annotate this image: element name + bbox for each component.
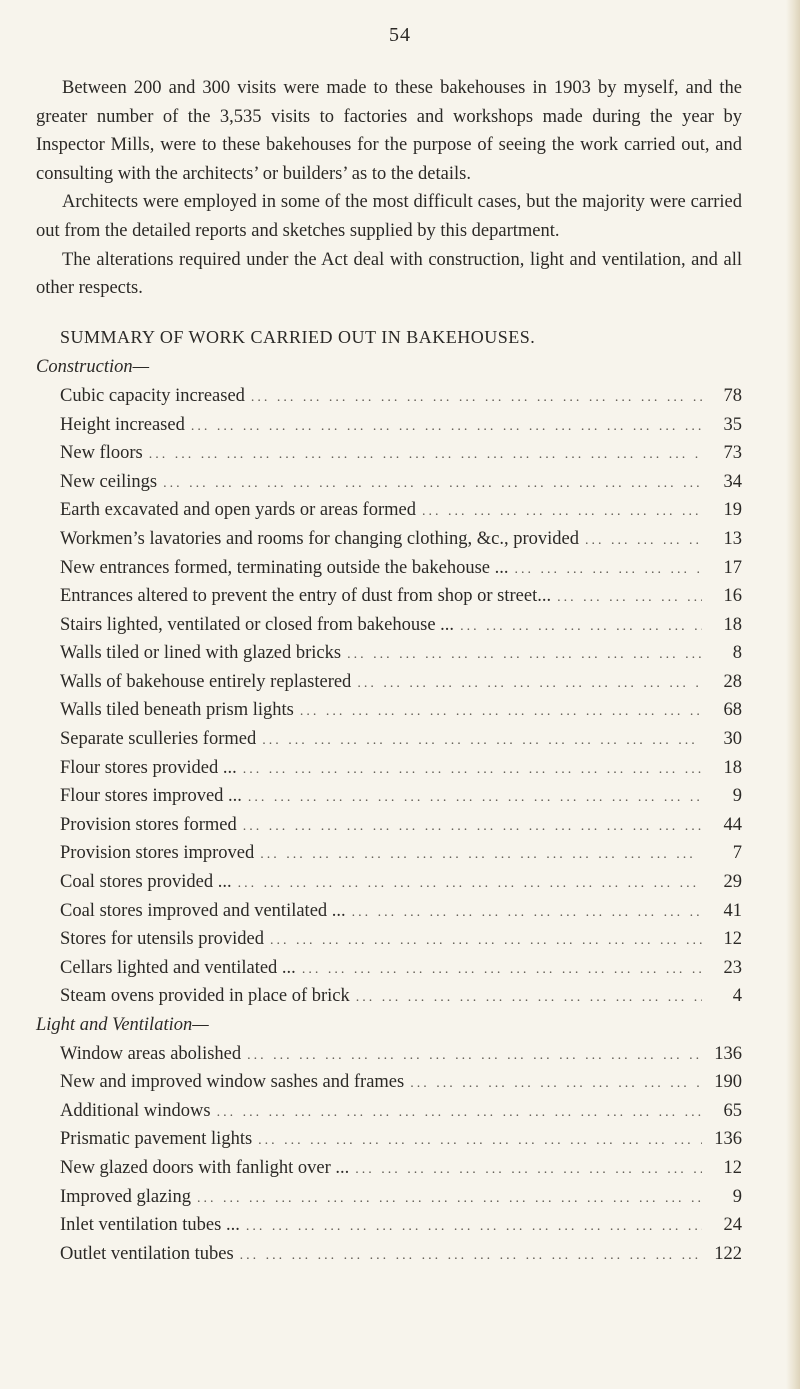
row-label: Flour stores provided ... [60,757,237,778]
dot-leader [243,813,702,842]
summary-row [36,954,742,983]
dot-leader [357,670,702,699]
summary-row [36,554,742,583]
summary-row [36,639,742,668]
summary-row [36,468,742,497]
dot-leader [243,756,702,785]
summary-row [36,582,742,611]
summary-row [36,725,742,754]
row-value: 18 [723,614,742,635]
summary-heading: SUMMARY OF WORK CARRIED OUT IN BAKEHOUSES. [60,326,536,347]
row-label: Coal stores provided ... [60,872,232,893]
dot-leader [557,584,702,613]
row-value: 34 [723,471,742,492]
row-value: 78 [723,385,742,406]
row-label: New ceilings [60,471,158,492]
paragraph-architects: Architects were employed in some of the most difficult cases, but the majority were carried out from the detailed reports and sketches supplied by this department. [36,192,742,241]
row-value: 136 [714,1129,742,1150]
dot-leader [347,641,702,670]
row-label: Outlet ventilation tubes [60,1243,234,1264]
row-value: 12 [723,1157,742,1178]
row-value: 24 [723,1215,742,1236]
row-value: 12 [723,929,742,950]
row-value: 7 [732,843,742,864]
dot-leader [246,1213,702,1242]
row-label: Flour stores improved ... [60,786,242,807]
row-label: Window areas abolished [60,1043,242,1064]
dot-leader [410,1070,702,1099]
summary-row [36,525,742,554]
row-value: 19 [723,500,742,521]
row-label: Prismatic pavement lights [60,1129,253,1150]
row-value: 13 [723,528,742,549]
dot-leader [191,413,702,442]
row-value: 17 [723,557,742,578]
row-label: Cubic capacity increased [60,385,245,406]
dot-leader [270,927,702,956]
construction-list [36,382,742,1011]
row-label: Cellars lighted and ventilated ... [60,957,296,978]
dot-leader [302,956,702,985]
row-value: 190 [714,1072,742,1093]
summary-row [36,439,742,468]
row-label: Coal stores improved and ventilated ... [60,900,346,921]
dot-leader [585,527,702,556]
light-ventilation-section [36,1011,742,1268]
row-value: 9 [732,1186,742,1207]
summary-row [36,668,742,697]
row-label: Entrances altered to prevent the entry of dust from shop or street... [60,586,552,607]
row-value: 16 [723,586,742,607]
summary-row [36,982,742,1011]
row-value: 44 [723,814,742,835]
row-value: 41 [723,900,742,921]
row-value: 73 [723,443,742,464]
row-value: 4 [732,986,742,1007]
row-value: 8 [732,643,742,664]
row-label: Earth excavated and open yards or areas formed [60,500,416,521]
row-label: Inlet ventilation tubes ... [60,1215,240,1236]
summary-row [36,811,742,840]
row-value: 29 [723,872,742,893]
paragraph-alterations: The alterations required under the Act deal with construction, light and ventilation, and all other respects. [36,249,742,299]
row-value: 30 [723,729,742,750]
document-body [36,74,742,1268]
summary-row [36,1240,742,1269]
dot-leader [514,556,702,585]
dot-leader [258,1127,702,1156]
row-label: Additional windows [60,1100,211,1121]
row-value: 68 [723,700,742,721]
row-label: Height increased [60,414,185,435]
dot-leader [352,899,702,928]
dot-leader [460,613,702,642]
row-value: 65 [723,1100,742,1121]
summary-row [36,1211,742,1240]
summary-row [36,897,742,926]
row-value: 35 [723,414,742,435]
row-value: 23 [723,957,742,978]
dot-leader [260,841,702,870]
page-edge-shadow [786,0,800,1389]
summary-row [36,411,742,440]
row-label: Walls tiled or lined with glazed bricks [60,643,342,664]
row-label: New entrances formed, terminating outside the bakehouse ... [60,557,509,578]
dot-leader [262,727,702,756]
dot-leader [300,698,702,727]
dot-leader [163,470,702,499]
dot-leader [217,1099,702,1128]
summary-row [36,1154,742,1183]
row-label: Walls of bakehouse entirely replastered [60,671,352,692]
row-label: Workmen’s lavatories and rooms for changing clothing, &c., provided [60,528,579,549]
page-number: 54 [389,24,411,46]
summary-row [36,839,742,868]
dot-leader [355,1156,702,1185]
summary-row [36,754,742,783]
dot-leader [422,498,702,527]
summary-row [36,696,742,725]
row-value: 9 [732,786,742,807]
dot-leader [356,984,702,1013]
row-label: Stairs lighted, ventilated or closed from bakehouse ... [60,614,455,635]
row-label: Walls tiled beneath prism lights [60,700,294,721]
dot-leader [240,1242,702,1271]
row-label: Stores for utensils provided [60,929,264,950]
summary-row [36,782,742,811]
summary-row [36,611,742,640]
row-label: New and improved window sashes and frames [60,1072,405,1093]
row-label: Provision stores formed [60,814,237,835]
row-value: 28 [723,671,742,692]
row-label: Improved glazing [60,1186,191,1207]
dot-leader [247,1042,702,1071]
dot-leader [238,870,702,899]
dot-leader [149,441,702,470]
summary-row [36,382,742,411]
dot-leader [197,1185,702,1214]
row-value: 122 [714,1243,742,1264]
row-value: 18 [723,757,742,778]
paragraph-visits: Between 200 and 300 visits were made to these bakehouses in 1903 by myself, and the greater number of the 3,535 visits to factories and workshops made during the year by Inspector Mills, were to these bakehouses for the purpose of seeing the work carried out, and consulting with the architects’ or builders’ as to the details. [36,78,742,184]
row-label: New floors [60,443,143,464]
summary-row [36,1097,742,1126]
row-label: Provision stores improved [60,843,255,864]
summary-row [36,1183,742,1212]
row-label: New glazed doors with fanlight over ... [60,1157,350,1178]
row-label: Steam ovens provided in place of brick [60,986,350,1007]
summary-row [36,1125,742,1154]
summary-row [36,925,742,954]
construction-section [36,353,742,1011]
row-value: 136 [714,1043,742,1064]
summary-row [36,1068,742,1097]
dot-leader [248,784,702,813]
dot-leader [251,384,702,413]
light-ventilation-title: Light and Ventilation— [36,1015,209,1035]
light-ventilation-list [36,1040,742,1269]
summary-row [36,868,742,897]
row-label: Separate sculleries formed [60,729,257,750]
summary-row [36,496,742,525]
construction-title: Construction— [36,357,150,378]
summary-row [36,1040,742,1069]
